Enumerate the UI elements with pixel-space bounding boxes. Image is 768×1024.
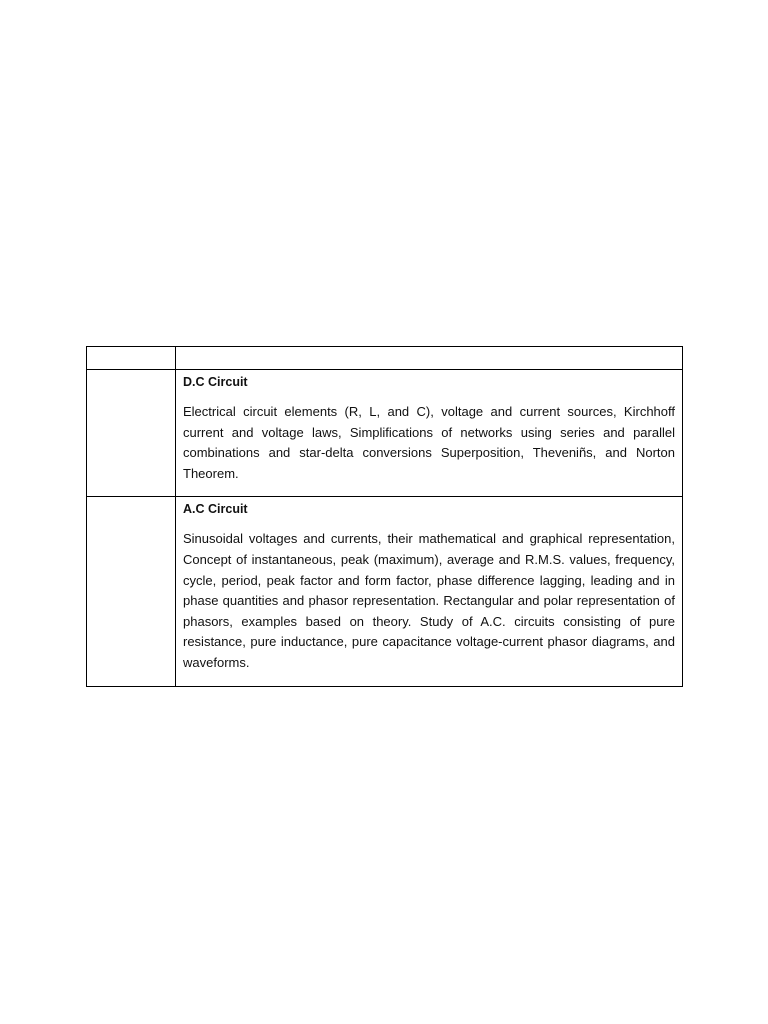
table-row-ac-circuit	[87, 497, 683, 686]
unit-description: Sinusoidal voltages and currents, their mathematical and graphical representation, Concept of instantaneous, peak (maximum), average and R.M.S. values, frequency, cycle, period, peak factor and form factor, phase difference lagging, leading and in phase quantities and phasor representation. Rectangular and polar representation of phasors, examples based on theory. Study of A.C. circuits consisting of pure resistance, pure inductance, pure capacitance voltage-current phasor diagrams, and waveforms.	[183, 531, 675, 670]
syllabus-table	[86, 346, 683, 687]
row-left-cell	[87, 370, 176, 497]
header-cell-right	[176, 347, 683, 370]
unit-description: Electrical circuit elements (R, L, and C), voltage and current sources, Kirchhoff current and voltage laws, Simplifications of networks using series and parallel combinations and star-delta conversions Superposition, Theveniñs, and Norton Theorem.	[183, 404, 675, 481]
table-header-row	[87, 347, 683, 370]
row-content-cell	[176, 370, 683, 497]
row-content-cell	[176, 497, 683, 686]
unit-title: A.C Circuit	[183, 502, 248, 517]
table-row-dc-circuit	[87, 370, 683, 497]
row-left-cell	[87, 497, 176, 686]
header-cell-left	[87, 347, 176, 370]
unit-title: D.C Circuit	[183, 375, 248, 389]
